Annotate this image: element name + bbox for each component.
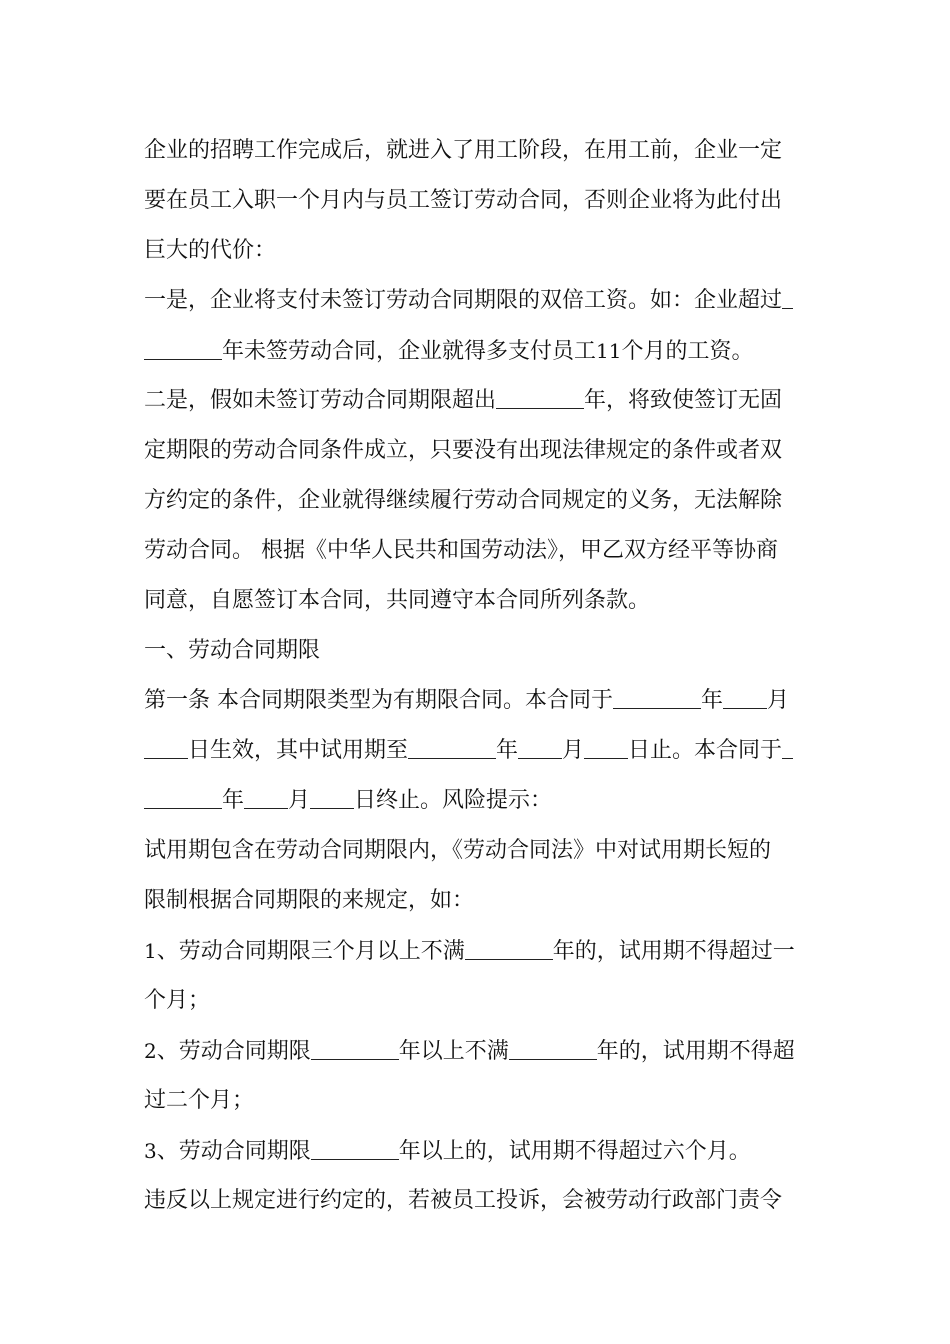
paragraph-line: [144, 776, 808, 826]
text-run: 月: [562, 738, 585, 763]
text-run: 日生效，其中试用期至: [188, 738, 409, 763]
blank-underline: [144, 782, 222, 809]
paragraph-line: 巨大的代价：: [144, 238, 277, 263]
blank-underline: [584, 732, 628, 759]
blank-underline: [782, 282, 793, 309]
section-heading: 一、劳动合同期限: [144, 638, 321, 663]
text-run: 日终止。风险提示：: [354, 788, 553, 813]
blank-underline: [782, 732, 793, 759]
list-number: 2: [144, 1039, 157, 1063]
paragraph-line: 同意，自愿签订本合同，共同遵守本合同所列条款。: [144, 588, 651, 613]
paragraph-line: 违反以上规定进行约定的，若被员工投诉，会被劳动行政部门责令: [144, 1188, 783, 1213]
number-text: 11: [596, 339, 622, 363]
paragraph-line: [144, 276, 808, 326]
text-run: 年的，试用期不得超过一: [552, 939, 795, 964]
blank-underline: [311, 1033, 399, 1060]
list-number: 1: [144, 939, 157, 963]
blank-underline: [144, 732, 188, 759]
blank-underline: [144, 333, 222, 360]
text-run: 日止。本合同于: [628, 738, 783, 763]
text-run: 、劳动合同期限: [156, 1139, 311, 1164]
paragraph-line: 过二个月；: [144, 1088, 255, 1113]
text-run: 、劳动合同期限三个月以上不满: [156, 939, 465, 964]
text-run: 年的，试用期不得超: [596, 1039, 795, 1064]
paragraph-line: 方约定的条件，企业就得继续履行劳动合同规定的义务，无法解除: [144, 488, 783, 513]
blank-underline: [496, 382, 584, 409]
text-run: 年: [701, 688, 724, 713]
paragraph-line: [144, 676, 808, 726]
blank-underline: [723, 682, 767, 709]
paragraph-line: [144, 726, 808, 776]
text-run: 月: [767, 688, 790, 713]
list-number: 3: [144, 1139, 157, 1163]
blank-underline: [509, 1033, 597, 1060]
paragraph-line: 个月；: [144, 988, 211, 1013]
blank-underline: [310, 782, 354, 809]
paragraph-line: 企业的招聘工作完成后，就进入了用工阶段，在用工前，企业一定: [144, 138, 783, 163]
document-body: [144, 126, 808, 1226]
paragraph-line: [144, 376, 808, 426]
text-run: 年未签劳动合同，企业就得多支付员工: [222, 339, 597, 364]
blank-underline: [518, 732, 562, 759]
paragraph-line: 定期限的劳动合同条件成立，只要没有出现法律规定的条件或者双: [144, 438, 783, 463]
paragraph-line: 限制根据合同期限的来规定，如：: [144, 888, 475, 913]
text-run: 、劳动合同期限: [156, 1039, 311, 1064]
text-run: 年: [222, 788, 245, 813]
blank-underline: [465, 933, 553, 960]
list-item: [144, 926, 808, 976]
paragraph-line: 试用期包含在劳动合同期限内，《劳动合同法》中对试用期长短的: [144, 838, 772, 863]
text-run: 第一条 本合同期限类型为有期限合同。本合同于: [144, 688, 613, 713]
blank-underline: [244, 782, 288, 809]
text-run: 年: [496, 738, 519, 763]
blank-underline: [408, 732, 496, 759]
text-run: 月: [288, 788, 311, 813]
paragraph-line: 劳动合同。 根据《中华人民共和国劳动法》，甲乙双方经平等协商: [144, 538, 778, 563]
text-run: 个月的工资。: [621, 339, 754, 364]
paragraph-line: 要在员工入职一个月内与员工签订劳动合同，否则企业将为此付出: [144, 188, 783, 213]
paragraph-line: [144, 326, 808, 376]
list-item: [144, 1126, 808, 1176]
blank-underline: [311, 1133, 399, 1160]
text-run: 年，将致使签订无固: [584, 388, 783, 413]
text-run: 二是，假如未签订劳动合同期限超出: [144, 388, 497, 413]
text-run: 年以上的，试用期不得超过六个月。: [398, 1139, 751, 1164]
text-run: 一是，企业将支付未签订劳动合同期限的双倍工资。如：企业超过: [144, 288, 783, 313]
blank-underline: [613, 682, 701, 709]
text-run: 年以上不满: [398, 1039, 509, 1064]
list-item: [144, 1026, 808, 1076]
